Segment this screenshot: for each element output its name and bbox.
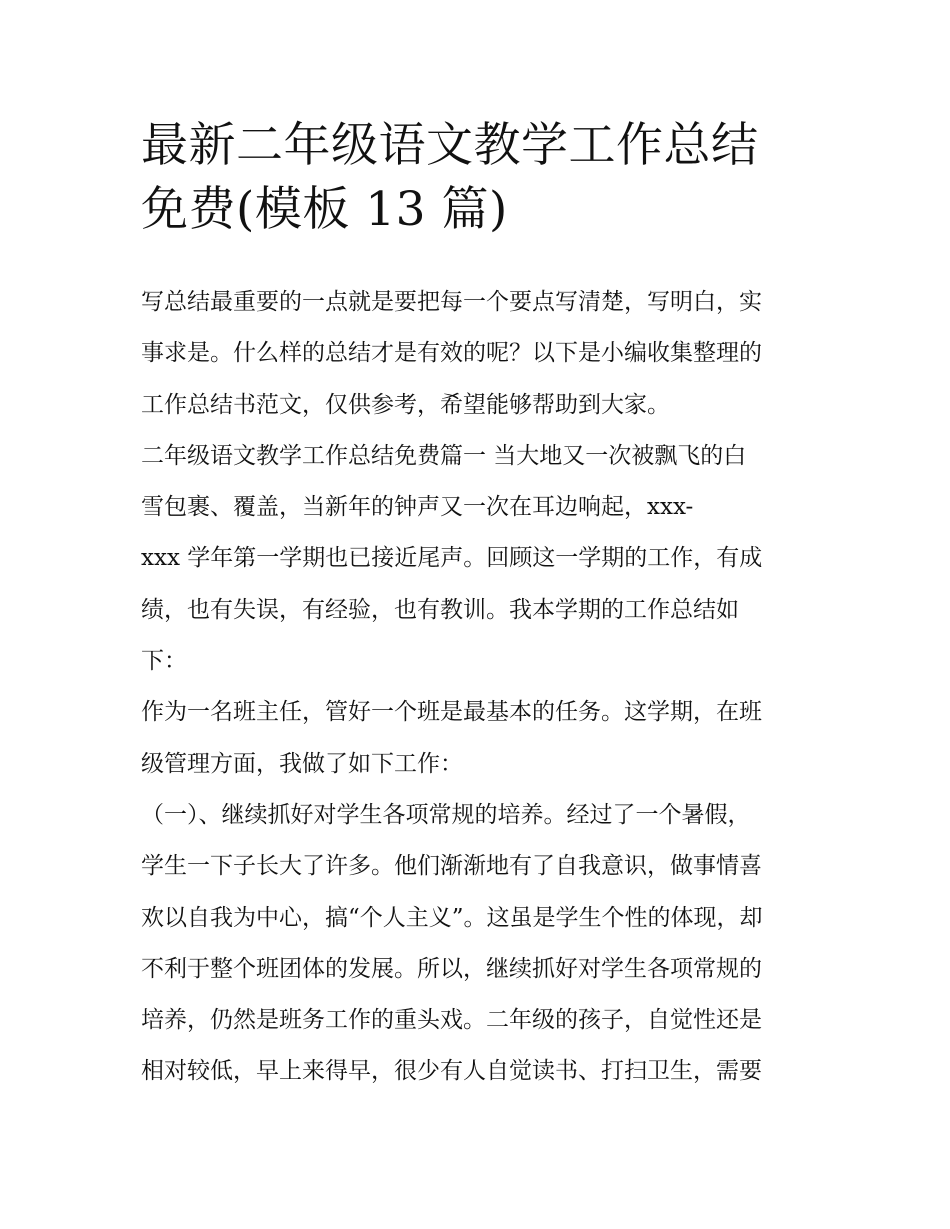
text-line: 学生一下子长大了许多。他们渐渐地有了自我意识，做事情喜 xyxy=(141,853,762,880)
text-line: 培养，仍然是班务工作的重头戏。二年级的孩子，自觉性还是 xyxy=(141,1007,762,1034)
title-line: 免费(模板 13 篇) xyxy=(141,182,508,237)
text-line: 相对较低，早上来得早，很少有人自觉读书、打扫卫生，需要 xyxy=(141,1058,762,1085)
text-line: 级管理方面，我做了如下工作： xyxy=(141,750,463,777)
text-line: 绩，也有失误，有经验，也有教训。我本学期的工作总结如 xyxy=(141,596,739,623)
text-line: 写总结最重要的一点就是要把每一个要点写清楚，写明白，实 xyxy=(141,289,762,315)
document-title xyxy=(141,114,821,242)
text-line: 不利于整个班团体的发展。所以，继续抓好对学生各项常规的 xyxy=(141,955,762,982)
text-line: xxx 学年第一学期也已接近尾声。回顾这一学期的工作，有成 xyxy=(141,545,763,572)
text-line: 下： xyxy=(141,648,187,675)
text-line: 欢以自我为中心，搞“个人主义”。这虽是学生个性的体现，却 xyxy=(141,904,763,931)
text-line: 作为一名班主任，管好一个班是最基本的任务。这学期，在班 xyxy=(141,699,762,726)
text-line: 工作总结书范文，仅供参考，希望能够帮助到大家。 xyxy=(141,391,670,418)
text-line: 事求是。什么样的总结才是有效的呢？以下是小编收集整理的 xyxy=(141,340,762,367)
text-line: 雪包裹、覆盖，当新年的钟声又一次在耳边响起，xxx- xyxy=(141,494,694,521)
title-line: 最新二年级语文教学工作总结 xyxy=(141,118,759,173)
text-line: （一）、继续抓好对学生各项常规的培养。经过了一个暑假， xyxy=(141,801,751,828)
text-line: 二年级语文教学工作总结免费篇一 当大地又一次被飘飞的白 xyxy=(141,442,747,469)
document-body xyxy=(141,277,821,1098)
